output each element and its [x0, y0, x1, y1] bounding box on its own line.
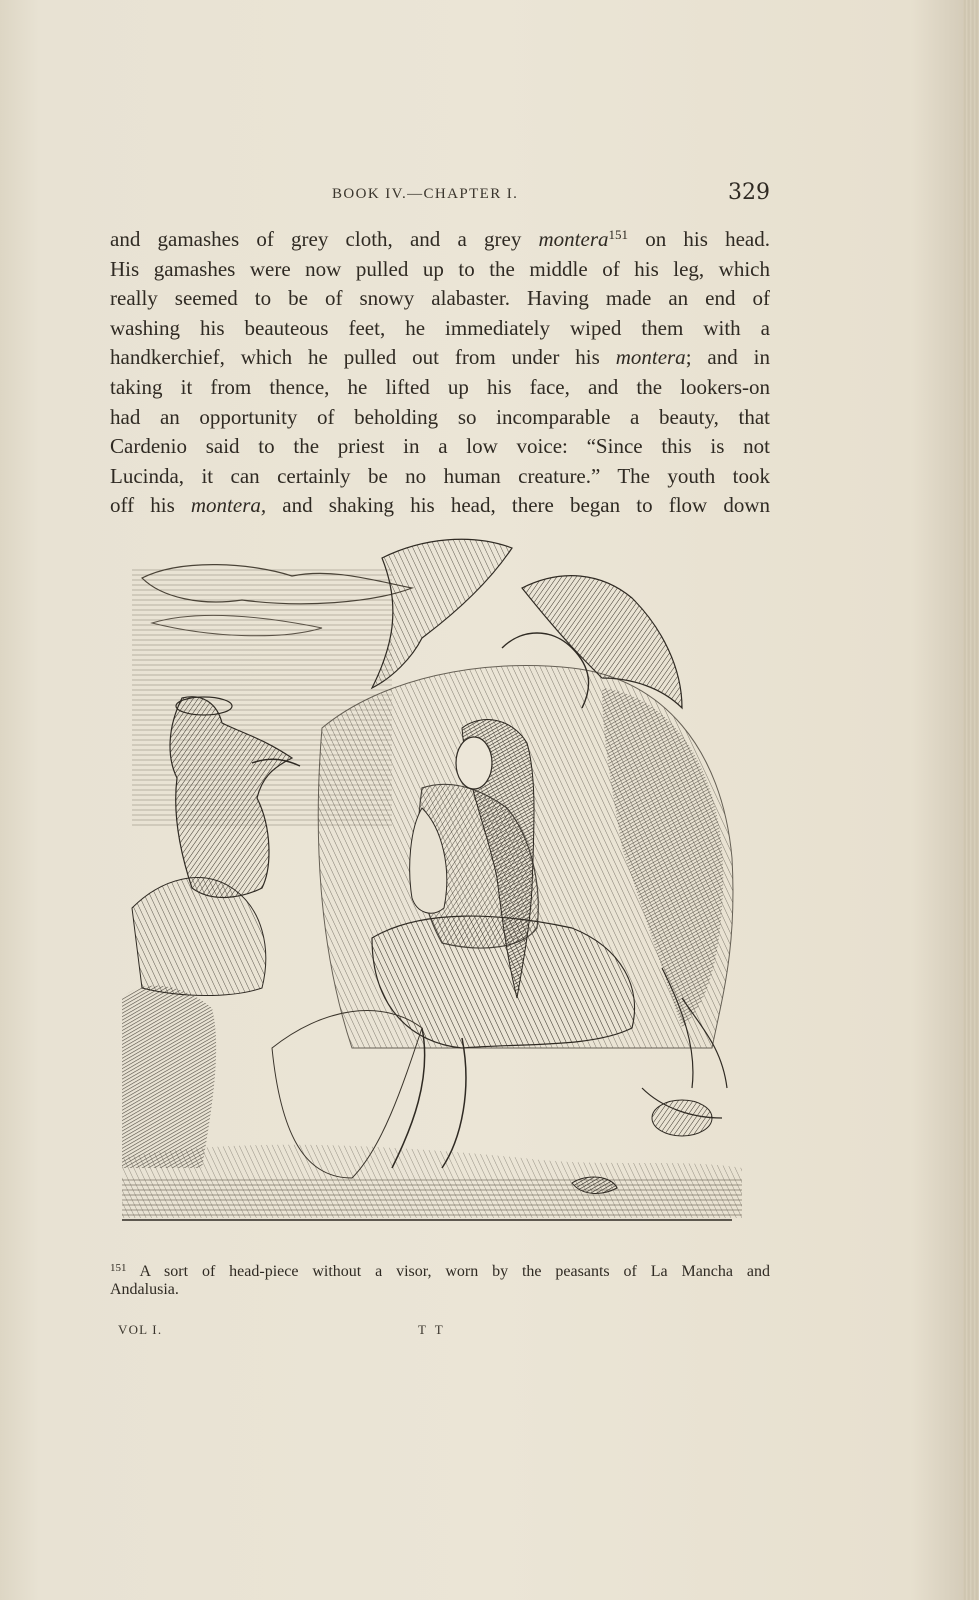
text-line [110, 462, 770, 492]
text-segment: and gamashes of grey cloth, and a grey [110, 227, 539, 251]
text-line [110, 403, 770, 433]
footnote [110, 1263, 770, 1299]
text-line [110, 255, 770, 285]
text-segment: taking it from thence, he lifted up his face, and the lookers-on [110, 374, 770, 399]
flower-cluster [652, 1100, 712, 1136]
italic-text: montera [615, 345, 686, 370]
body-text [110, 225, 770, 521]
italic-text: montera [538, 227, 609, 251]
text-line [110, 343, 770, 373]
footnote-reference: 151 [608, 227, 629, 242]
signature-mark: T T [418, 1322, 446, 1337]
volume-mark: VOL I. [118, 1322, 163, 1337]
running-head: BOOK IV.—CHAPTER I. [332, 186, 519, 202]
engraving-illustration-svg [122, 528, 742, 1248]
youth-face [456, 737, 492, 789]
text-segment: and shaking his head, there began to flow down [266, 493, 770, 518]
text-segment: on his head. [628, 227, 770, 251]
text-line [110, 314, 770, 344]
text-segment: handkerchief, which he pulled out from under his [110, 345, 616, 370]
text-segment: Cardenio said to the priest in a low voice: “Since this is not [110, 434, 770, 459]
page-header [110, 180, 770, 210]
text-segment: His gamashes were now pulled up to the middle of his leg, which [110, 256, 770, 281]
text-line [110, 432, 770, 462]
text-line [110, 373, 770, 403]
grass-left [122, 986, 216, 1168]
text-segment: off his [110, 493, 191, 518]
rock-left [132, 878, 266, 996]
text-line [110, 491, 770, 521]
text-line [110, 225, 770, 255]
italic-text: montera, [190, 493, 267, 518]
youth-legs [392, 1028, 466, 1168]
text-segment: had an opportunity of beholding so incomparable a beauty, that [110, 404, 770, 429]
text-segment: really seemed to be of snowy alabaster. Having made an end of [110, 286, 770, 311]
page-fore-edge [963, 0, 979, 1600]
text-line [110, 284, 770, 314]
text-segment: washing his beauteous feet, he immediately wiped them with a [110, 315, 770, 340]
signature-line [118, 1322, 768, 1342]
footnote-line-2: Andalusia. [110, 1281, 179, 1298]
footnote-text: A sort of head-piece without a visor, worn by the peasants of La Mancha and [126, 1263, 770, 1280]
page-number: 329 [728, 180, 770, 205]
text-segment: ; and in [685, 345, 770, 370]
stream [122, 1178, 742, 1218]
footnote-marker: 151 [110, 1262, 127, 1274]
engraving-illustration [122, 528, 742, 1248]
text-segment: Lucinda, it can certainly be no human creature.” The youth took [110, 463, 770, 488]
footnote-line-1 [110, 1263, 770, 1281]
bird-wing-1 [372, 539, 512, 688]
